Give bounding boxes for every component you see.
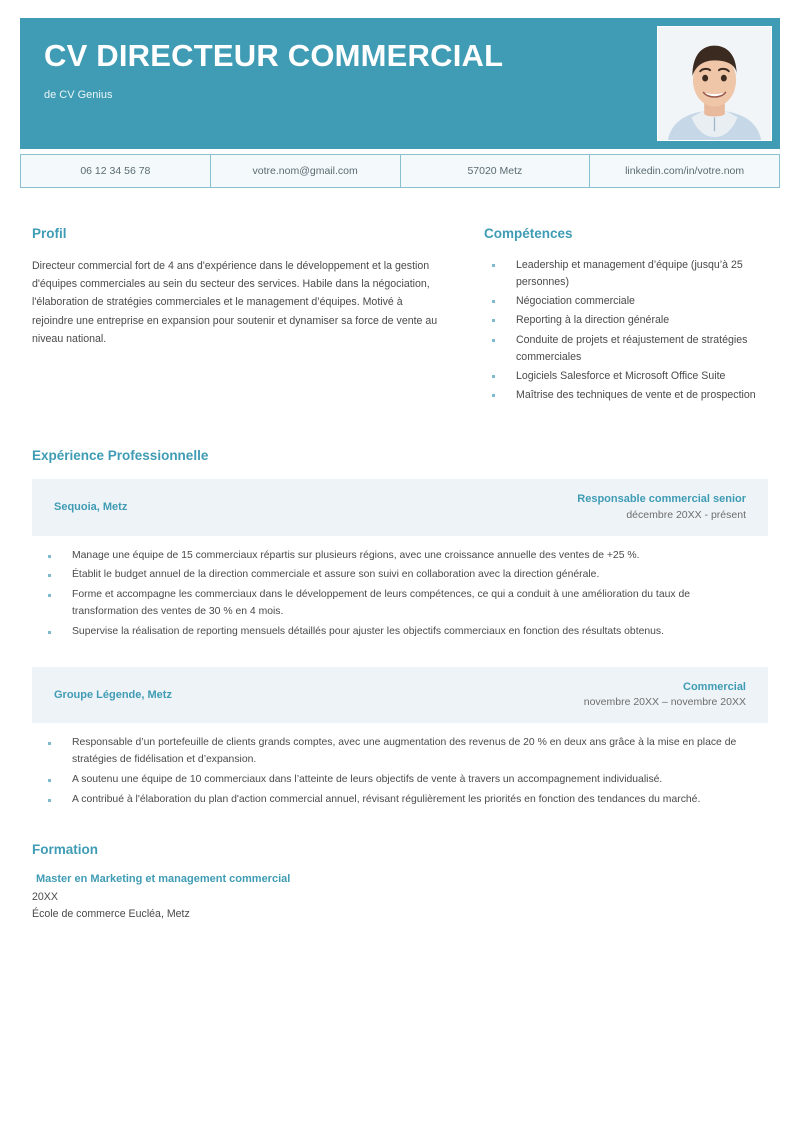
list-item: Logiciels Salesforce et Microsoft Office Suite [484,368,768,385]
cv-header-band [20,18,780,149]
profile-text: Directeur commercial fort de 4 ans d'expérience dans le développement et la gestion d'équipes commerciales au sein du secteur des services. Habile dans la négociation, l'élaboration de stratégies commerciales et le management d’équipes. Motivé à rejoindre une entreprise en expansion pour soutenir et dynamiser sa force de vente au niveau national. [32,260,438,345]
list-item: Leadership et management d’équipe (jusqu’à 25 personnes) [484,257,768,291]
list-item: A contribué à l'élaboration du plan d'action commercial annuel, révisant régulièrement les priorités en fonction des tendances du marché. [32,792,768,809]
portrait-photo-icon [658,27,771,140]
job-meta [577,491,746,523]
list-item: Supervise la réalisation de reporting mensuels détaillés pour ajuster les objectifs commerciaux en fonction des résultats obtenus. [32,624,768,641]
contact-location[interactable]: 57020 Metz [401,155,591,187]
job-company: Groupe Légende, Metz [54,688,172,701]
list-item: Conduite de projets et réajustement de stratégies commerciales [484,332,768,366]
experience-bullets [32,735,768,808]
education-entry [32,873,768,923]
profile-section [32,226,462,406]
list-item: Négociation commerciale [484,293,768,310]
skills-heading: Compétences [484,226,573,241]
list-item: Forme et accompagne les commerciaux dans le développement de leurs compétences, ce qui a conduit à une amélioration du taux de transformation des ventes de 30 % en 4 mois. [32,587,768,621]
profile-heading: Profil [32,226,67,241]
contact-linkedin[interactable]: linkedin.com/in/votre.nom [625,165,745,177]
job-title: Responsable commercial senior [577,493,746,506]
job-meta [584,679,746,711]
job-company: Sequoia, Metz [54,501,128,514]
education-section [20,842,780,923]
experience-bullets [32,548,768,641]
page-title: CV DIRECTEUR COMMERCIAL [44,38,504,73]
contact-email[interactable]: votre.nom@gmail.com [211,155,401,187]
avatar [657,26,772,141]
experience-heading: Expérience Professionnelle [32,448,209,464]
education-year: 20XX [32,891,58,904]
experience-section [20,448,780,808]
education-school: École de commerce Eucléa, Metz [32,908,190,921]
experience-entry-header [32,479,768,535]
skills-section [462,226,768,406]
list-item: Établit le budget annuel de la direction commerciale et assure son suivi en collaboration avec la direction générale. [32,567,768,584]
page-subtitle: de CV Genius [44,88,113,101]
list-item: Responsable d’un portefeuille de clients grands comptes, avec une augmentation des revenus de 20 % en deux ans grâce à la mise en place de stratégies de fidélisation et d’expansion. [32,735,768,769]
contact-bar [20,154,780,188]
list-item: Manage une équipe de 15 commerciaux répartis sur plusieurs régions, avec une croissance annuelle des ventes de +25 %. [32,548,768,565]
education-degree: Master en Marketing et management commercial [36,873,291,886]
experience-entry-header [32,667,768,723]
contact-phone[interactable]: 06 12 34 56 78 [21,155,211,187]
job-dates: novembre 20XX – novembre 20XX [583,696,746,709]
list-item: A soutenu une équipe de 10 commerciaux dans l’atteinte de leurs objectifs de vente à travers un accompagnement individualisé. [32,772,768,789]
list-item: Maîtrise des techniques de vente et de prospection [484,387,768,404]
education-heading: Formation [32,842,98,858]
profile-skills-row [20,226,780,406]
job-title: Commercial [683,680,746,693]
job-dates: décembre 20XX - présent [626,508,746,521]
list-item: Reporting à la direction générale [484,312,768,329]
skills-list [484,257,768,404]
